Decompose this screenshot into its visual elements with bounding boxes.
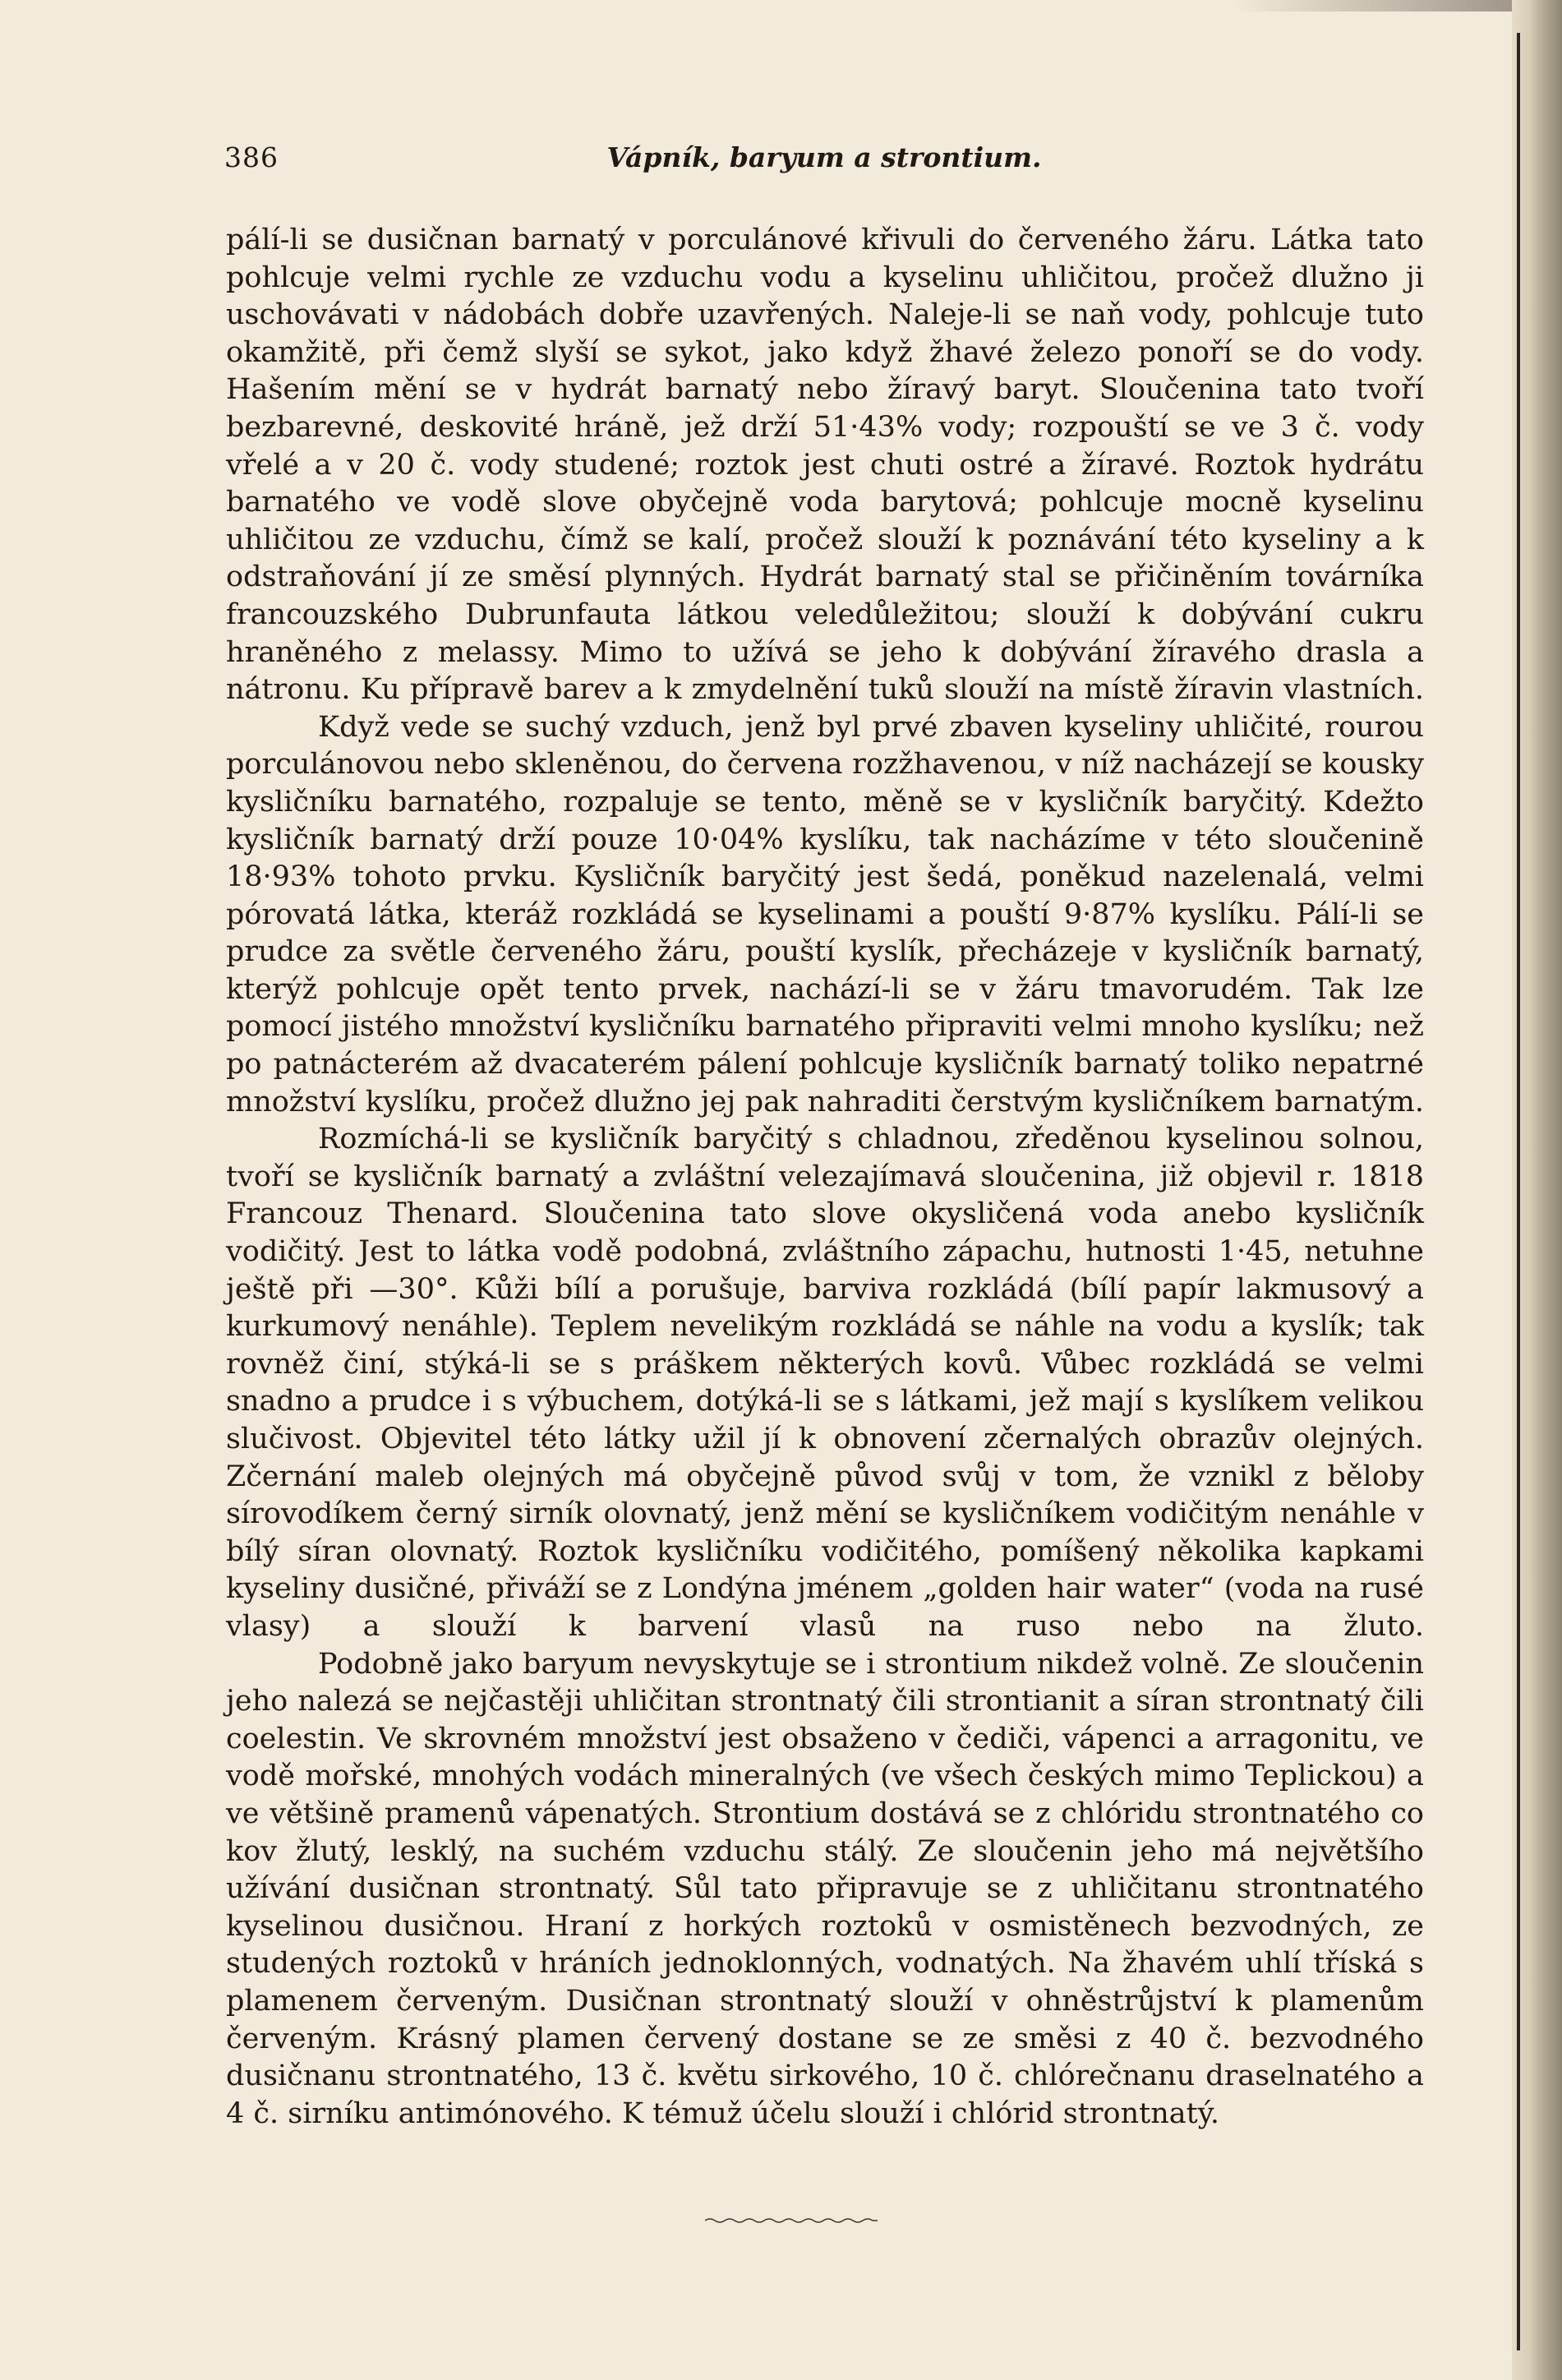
paragraph: Rozmíchá-li se kysličník baryčitý s chladnou, zředěnou kyselinou solnou, tvoří se kysličník barnatý a zvláštní velezajímavá sloučenina, již objevil r. 1818 Francouz Thenard. Sloučenina tato slove okysličená voda anebo kysličník vodičitý. Jest to látka vodě podobná, zvláštního zápachu, hutnosti 1·45, netuhne ještě při —30°. Kůži bílí a porušuje, barviva rozkládá (bílí papír lakmusový a kurkumový nenáhle). Teplem nevelikým rozkládá se náhle na vodu a kyslík; tak rovněž činí, stýká-li se s práškem některých kovů. Vůbec rozkládá se velmi snadno a prudce i s výbuchem, dotýká-li se s látkami, jež mají s kyslíkem velikou slučivost. Objevitel této látky užil jí k obnovení zčernalých obrazův olejných. Zčernání maleb olejných má obyčejně původ svůj v tom, že vznikl z běloby sírovodíkem černý sirník olovnatý, jenž mění se kysličníkem vodičitým nenáhle v bílý síran olovnatý. Roztok kysličníku vodičitého, pomíšený několika kapkami kyseliny dusičné, přiváží se z Londýna jménem „golden hair water“ (voda na rusé vlasy) a slouží k barvení vlasů na ruso nebo na žluto. xyxy=(226,1123,1424,1643)
running-title: Vápník, baryum a strontium. xyxy=(606,141,1042,173)
page-shadow xyxy=(1233,0,1512,12)
body-text xyxy=(226,222,1424,2133)
page-number: 386 xyxy=(224,141,279,173)
section-end-rule xyxy=(705,2216,878,2225)
page-header xyxy=(224,141,1424,181)
paragraph: pálí-li se dusičnan barnatý v porculánové křivuli do červeného žáru. Látka tato pohlcuje velmi rychle ze vzduchu vodu a kyselinu uhličitou, pročež dlužno ji uschovávati v nádobách dobře uzavřených. Naleje-li se naň vody, pohlcuje tuto okamžitě, při čemž slyší se sykot, jako když žhavé železo ponoří se do vody. Hašením mění se v hydrát barnatý nebo žíravý baryt. Sloučenina tato tvoří bezbarevné, deskovité hráně, jež drží 51·43% vody; rozpouští se ve 3 č. vody vřelé a v 20 č. vody studené; roztok jest chuti ostré a žíravé. Roztok hydrátu barnatého ve vodě slove obyčejně voda barytová; pohlcuje mocně kyselinu uhličitou ze vzduchu, čímž se kalí, pročež slouží k poznávání této kyseliny a k odstraňování jí ze směsí plynných. Hydrát barnatý stal se přičiněním továrníka francouzského Dubrunfauta látkou veledůležitou; slouží k dobývání cukru hraněného z melassy. Mimo to užívá se jeho k dobývání žíravého drasla a nátronu. Ku přípravě barev a k zmydelnění tuků slouží na místě žíravin vlastních. xyxy=(226,224,1424,707)
paragraph: Podobně jako baryum nevyskytuje se i strontium nikdež volně. Ze sloučenin jeho nalezá se nejčastěji uhličitan strontnatý čili strontianit a síran strontnatý čili coelestin. Ve skrovném množství jest obsaženo v čediči, vápenci a arragonitu, ve vodě mořské, mnohých vodách mineralných (ve všech českých mimo Teplickou) a ve většině pramenů vápenatých. Strontium dostává se z chlóridu strontnatého co kov žlutý, lesklý, na suchém vzduchu stálý. Ze sloučenin jeho má největšího užívání dusičnan strontnatý. Sůl tato připravuje se z uhličitanu strontnatého kyselinou dusičnou. Hraní z horkých roztoků v osmistěnech bezvodných, ze studených roztoků v hráních jednoklonných, vodnatých. Na žhavém uhlí tříská s plamenem červeným. Dusičnan strontnatý slouží v ohněstrůjství k plamenům červeným. Krásný plamen červený dostane se ze směsi z 40 č. bezvodného dusičnanu strontnatého, 13 č. květu sirkového, 10 č. chlórečnanu draselnatého a 4 č. sirníku antimónového. K témuž účelu slouží i chlórid strontnatý. xyxy=(226,1647,1424,2130)
paragraph: Když vede se suchý vzduch, jenž byl prvé zbaven kyseliny uhličité, rourou porculánovou nebo skleněnou, do červena rozžhavenou, v níž nacházejí se kousky kysličníku barnatého, rozpaluje se tento, měně se v kysličník baryčitý. Kdežto kysličník barnatý drží pouze 10·04% kyslíku, tak nacházíme v této sloučenině 18·93% tohoto prvku. Kysličník baryčitý jest šedá, poněkud nazelenalá, velmi pórovatá látka, kteráž rozkládá se kyselinami a pouští 9·87% kyslíku. Pálí-li se prudce za světle červeného žáru, pouští kyslík, přecházeje v kysličník barnatý, kterýž pohlcuje opět tento prvek, nachází-li se v žáru tmavorudém. Tak lze pomocí jistého množství kysličníku barnatého připraviti velmi mnoho kyslíku; než po patnácterém až dvacaterém pálení pohlcuje kysličník barnatý toliko nepatrné množství kyslíku, pročež dlužno jej pak nahraditi čerstvým kysličníkem barnatým. xyxy=(226,710,1424,1119)
gutter-line xyxy=(1517,33,1520,2350)
